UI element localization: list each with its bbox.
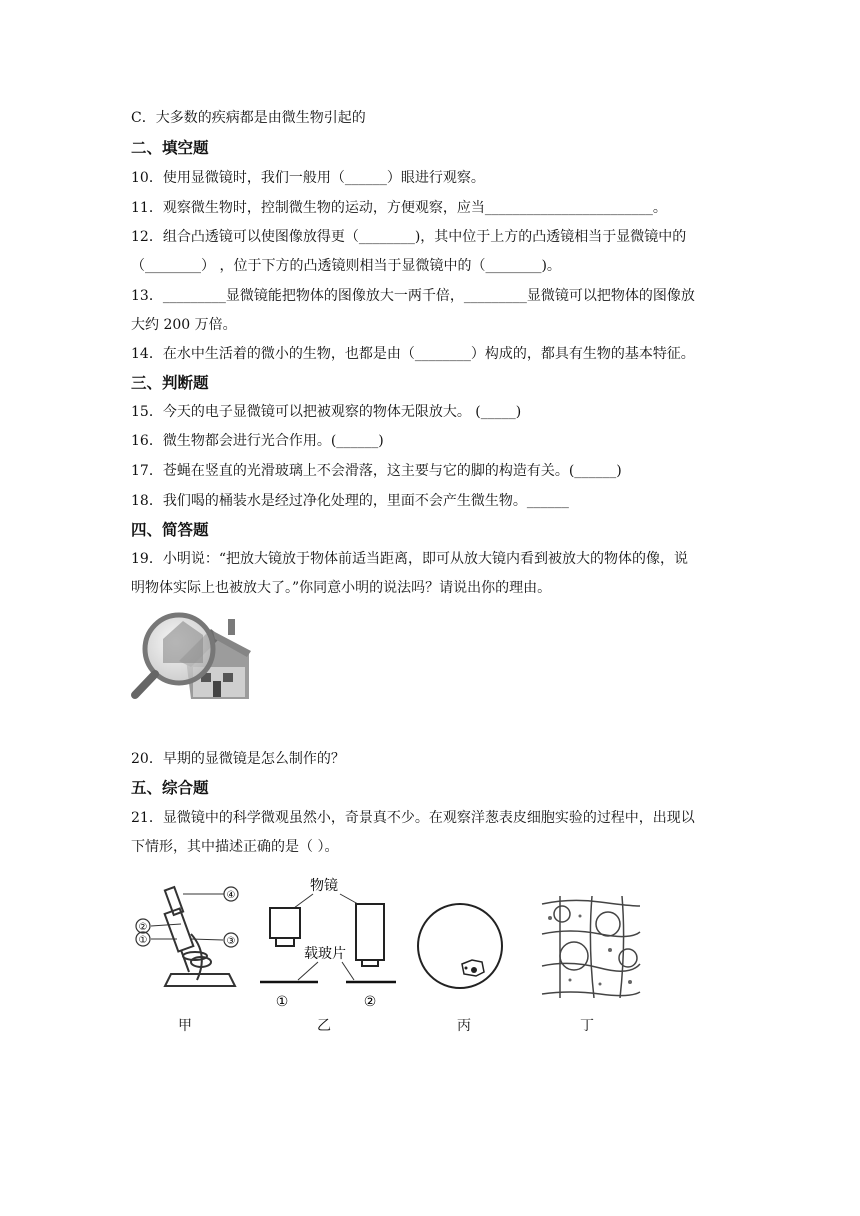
- question-20: 20．早期的显微镜是怎么制作的？: [131, 751, 345, 767]
- question-19-line2: 明物体实际上也被放大了。”你同意小明的说法吗？请说出你的理由。: [131, 580, 552, 596]
- microscope-label-3: ③: [226, 936, 236, 947]
- microscope-label-1: ①: [138, 935, 148, 946]
- figure-caption-jia: 甲: [178, 1018, 192, 1034]
- objective-lens-diagram: [258, 874, 398, 1012]
- field-of-view-diagram: [412, 890, 508, 1004]
- objective-label-2: ②: [363, 994, 377, 1010]
- magnifier-house-image: [131, 611, 256, 706]
- section-comprehensive-heading: 五、综合题: [131, 778, 209, 797]
- section-short-answer-heading: 四、简答题: [131, 520, 209, 539]
- question-11: 11．观察微生物时，控制微生物的运动，方便观察，应当________________________。: [131, 200, 667, 216]
- question-13-line2: 大约 200 万倍。: [131, 317, 237, 333]
- microscope-label-4: ④: [226, 890, 236, 901]
- question-12-line2: （________） ，位于下方的凸透镜则相当于显微镜中的（________)。: [131, 258, 561, 274]
- question-15: 15．今天的电子显微镜可以把被观察的物体无限放大。 (_____): [131, 404, 522, 420]
- question-16: 16．微生物都会进行光合作用。(______): [131, 433, 384, 449]
- question-19-line1: 19．小明说：“把放大镜放于物体前适当距离，即可从放大镜内看到被放大的物体的像，说: [131, 551, 688, 567]
- objective-label: 物镜: [310, 878, 338, 894]
- objective-label-1: ①: [275, 994, 289, 1010]
- question-18: 18．我们喝的桶装水是经过净化处理的，里面不会产生微生物。______: [131, 493, 569, 509]
- microscope-diagram: [131, 884, 246, 999]
- question-13-line1: 13．_________显微镜能把物体的图像放大一两千倍，_________显微镜可以把物体的图像放: [131, 288, 695, 304]
- question-12-line1: 12．组合凸透镜可以使图像放得更（________)，其中位于上方的凸透镜相当于显微镜中的: [131, 229, 687, 245]
- question-17: 17．苍蝇在竖直的光滑玻璃上不会滑落，这主要与它的脚的构造有关。(______): [131, 463, 622, 479]
- microscope-label-2: ②: [138, 922, 148, 933]
- figure-caption-ding: 丁: [580, 1018, 594, 1034]
- slide-label: 载玻片: [304, 946, 346, 962]
- question-14: 14．在水中生活着的微小的生物，也都是由（________）构成的，都具有生物的基本特征。: [131, 346, 695, 362]
- figure-caption-bing: 丙: [457, 1018, 471, 1034]
- option-c: C．大多数的疾病都是由微生物引起的: [131, 110, 366, 126]
- question-21-line2: 下情形，其中描述正确的是（ ）。: [131, 839, 339, 855]
- question-21-line1: 21．显微镜中的科学微观虽然小，奇景真不少。在观察洋葱表皮细胞实验的过程中，出现以: [131, 810, 695, 826]
- onion-cells-diagram: [540, 894, 642, 998]
- section-fill-blank-heading: 二、填空题: [131, 138, 209, 157]
- figure-caption-yi: 乙: [317, 1018, 331, 1034]
- question-10: 10．使用显微镜时，我们一般用（______）眼进行观察。: [131, 170, 485, 186]
- section-judge-heading: 三、判断题: [131, 373, 209, 392]
